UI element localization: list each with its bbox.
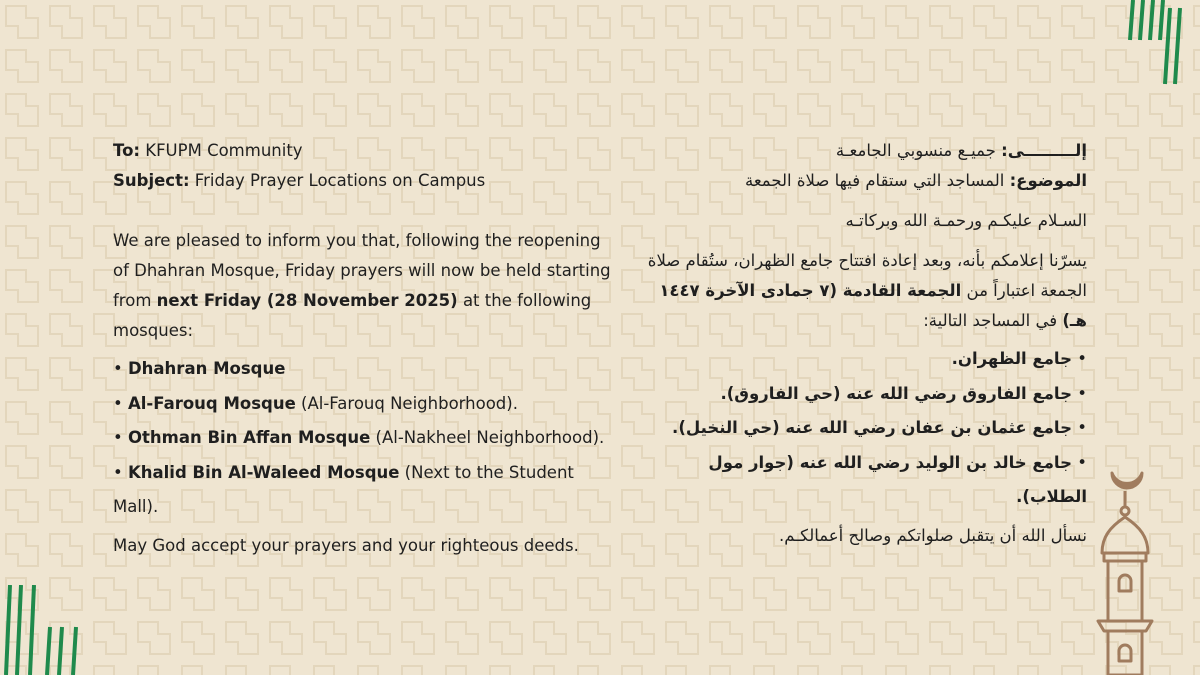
to-line: To: KFUPM Community: [113, 141, 303, 160]
list-item: • Khalid Bin Al-Waleed Mosque (Next to the Student Mall).: [113, 462, 574, 516]
list-item: • Dhahran Mosque: [113, 359, 286, 378]
list-item: • جامع الظهران.: [951, 349, 1087, 368]
body-paragraph: We are pleased to inform you that, following the reopening of Dhahran Mosque, Friday prayers will now be held starting from next Friday (28 November 2025) at the following mosques:: [113, 231, 611, 340]
green-stripes-bottom-left: [0, 585, 90, 675]
mosque-list: [640, 342, 1087, 515]
green-stripes-top-right: [1110, 0, 1190, 90]
subject-line: Subject: Friday Prayer Locations on Campus: [113, 171, 486, 190]
minaret-crescent-icon: [1090, 455, 1160, 675]
list-item: • Othman Bin Affan Mosque (Al-Nakheel Neighborhood).: [113, 428, 605, 447]
list-item: • جامع الفاروق رضي الله عنه (حي الفاروق).: [720, 383, 1087, 403]
greeting: السـلام عليكـم ورحمـة الله وبركاتـه: [845, 211, 1087, 230]
list-item: • جامع عثمان بن عفان رضي الله عنه (حي النخيل).: [672, 418, 1087, 437]
body-paragraph: يسرّنا إعلامكم بأنه، وبعد إعادة افتتاح جامع الظهران، ستُقام صلاة الجمعة اعتباراً من الجمعة القادمة (٧ جمادى الآخرة ١٤٤٧ هـ) في المساجد التالية:: [647, 251, 1087, 330]
subject-line: الموضوع: المساجد التي ستقام فيها صلاة الجمعة: [745, 171, 1087, 190]
english-column: [113, 136, 613, 577]
arabic-column: [640, 136, 1087, 567]
closing-line: May God accept your prayers and your righteous deeds.: [113, 535, 579, 555]
mosque-list: [113, 352, 613, 525]
to-line: إلـــــــــى: جميـع منسوبي الجامعـة: [835, 141, 1087, 160]
list-item: • جامع خالد بن الوليد رضي الله عنه (جوار مول الطلاب).: [708, 452, 1087, 506]
closing-line: نسأل الله أن يتقبل صلواتكم وصالح أعمالكـم.: [779, 525, 1087, 545]
list-item: • Al-Farouq Mosque (Al-Farouq Neighborhood).: [113, 393, 518, 413]
